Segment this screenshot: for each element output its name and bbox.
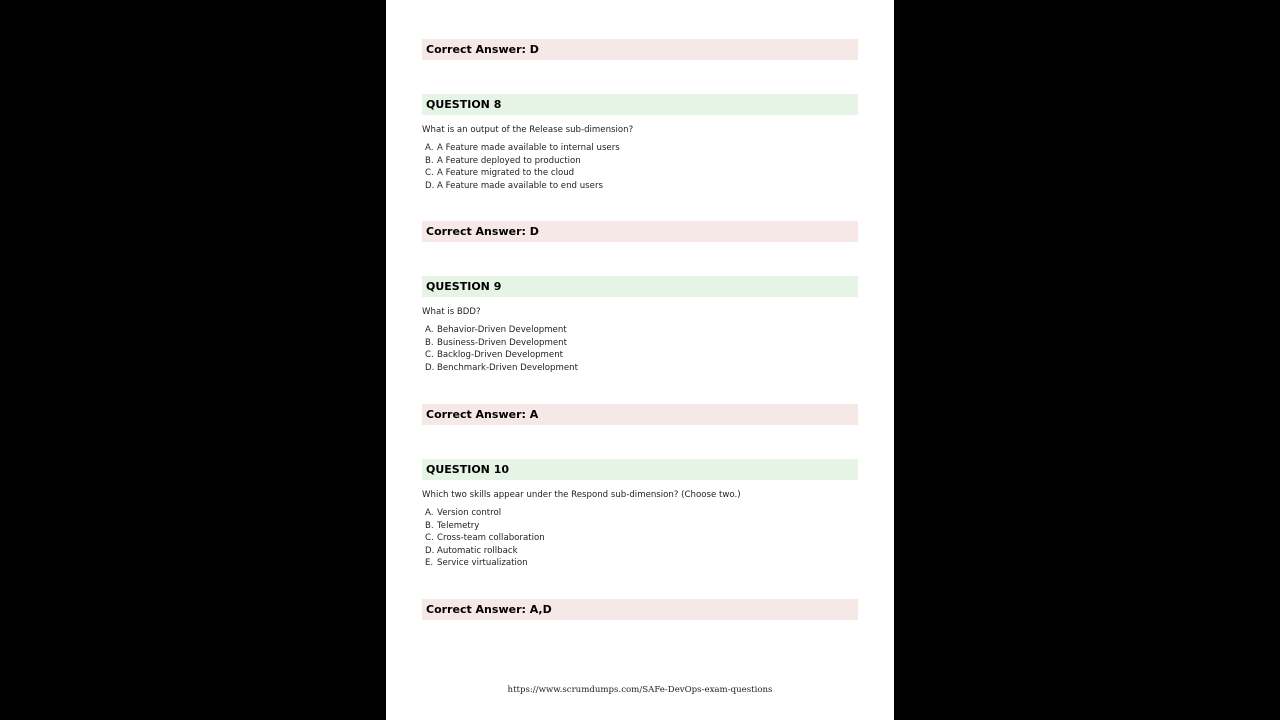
correct-answer-bar-q7 — [422, 39, 858, 60]
question-header-10 — [422, 459, 858, 480]
document-page — [386, 0, 894, 720]
option-b: B. A Feature deployed to production — [425, 155, 581, 166]
option-d: D. A Feature made available to end users — [425, 180, 603, 191]
option-a: A. Version control — [425, 508, 502, 518]
option-b: B. Telemetry — [425, 520, 480, 531]
correct-answer-bar-q10 — [422, 599, 858, 620]
question-title: QUESTION 9 — [426, 280, 502, 293]
question-text: What is an output of the Release sub-dimension? — [422, 125, 634, 135]
option-b: B. Business-Driven Development — [425, 337, 567, 348]
question-title: QUESTION 8 — [426, 98, 502, 111]
option-c: C. Cross-team collaboration — [425, 533, 545, 543]
option-d: D. Automatic rollback — [425, 545, 518, 556]
correct-answer-bar-q9 — [422, 404, 858, 425]
correct-answer-label: Correct Answer: A,D — [426, 603, 552, 616]
footer-url: https://www.scrumdumps.com/SAFe-DevOps-exam-questions — [507, 685, 773, 695]
correct-answer-bar-q8 — [422, 221, 858, 242]
correct-answer-label: Correct Answer: A — [426, 408, 539, 421]
option-d: D. Benchmark-Driven Development — [425, 362, 578, 373]
option-c: C. A Feature migrated to the cloud — [425, 168, 575, 178]
correct-answer-label: Correct Answer: D — [426, 225, 539, 238]
correct-answer-label: Correct Answer: D — [426, 43, 539, 56]
question-text: Which two skills appear under the Respond sub-dimension? (Choose two.) — [422, 490, 741, 500]
question-header-9 — [422, 276, 858, 297]
option-c: C. Backlog-Driven Development — [425, 350, 564, 360]
question-header-8 — [422, 94, 858, 115]
option-a: A. Behavior-Driven Development — [425, 325, 567, 335]
options-list — [425, 507, 545, 570]
option-a: A. A Feature made available to internal users — [425, 143, 620, 153]
options-list — [425, 324, 578, 374]
options-list — [425, 142, 620, 192]
option-e: E. Service virtualization — [425, 558, 528, 568]
question-text: What is BDD? — [422, 307, 481, 317]
question-title: QUESTION 10 — [426, 463, 510, 476]
